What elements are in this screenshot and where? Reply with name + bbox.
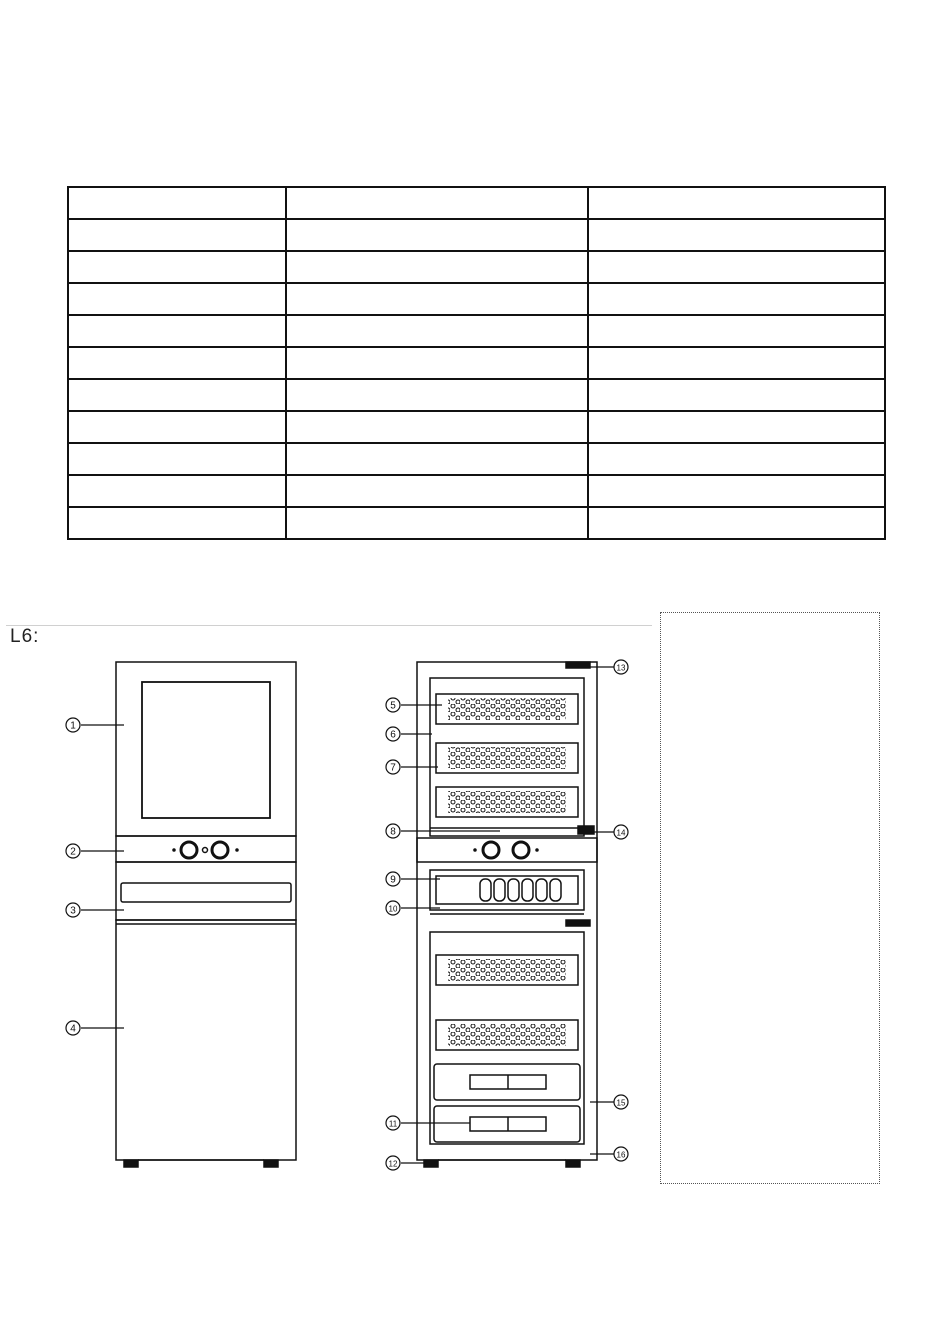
callout-number: 11 [388, 1119, 398, 1129]
inner-view [417, 662, 597, 1167]
callout-16 [614, 1147, 628, 1161]
middle-drawer-window [121, 883, 291, 902]
callout-number: 3 [70, 905, 76, 917]
callout-11 [386, 1116, 400, 1130]
callout-3 [66, 903, 80, 917]
callout-15 [614, 1095, 628, 1109]
callout-8 [386, 824, 400, 838]
callout-12 [386, 1156, 400, 1170]
callout-number: 1 [70, 720, 76, 732]
cabinet-outline [417, 662, 597, 1160]
callout-number: 2 [70, 846, 76, 858]
callout-number: 7 [390, 762, 396, 774]
callout-13 [614, 660, 628, 674]
knob-right [212, 842, 228, 858]
callout-7 [386, 760, 400, 774]
drawer-2 [434, 1106, 580, 1142]
drawer-1 [434, 1064, 580, 1100]
inner-control-panel [417, 838, 597, 862]
callout-number: 10 [388, 904, 398, 914]
callout-5 [386, 698, 400, 712]
callout-number: 8 [390, 826, 396, 838]
callout-number: 5 [390, 700, 396, 712]
control-panel [116, 836, 296, 862]
callout-number: 12 [388, 1159, 398, 1169]
upper-door-glass [142, 682, 270, 818]
front-view [116, 662, 296, 1167]
lower-door [116, 920, 296, 1160]
callout-number: 15 [616, 1098, 626, 1108]
callout-number: 13 [616, 663, 626, 673]
callout-number: 14 [616, 828, 626, 838]
callout-markers [66, 660, 628, 1170]
callout-4 [66, 1021, 80, 1035]
upper-door [116, 662, 296, 836]
middle-drawer [116, 862, 296, 920]
callout-2 [66, 844, 80, 858]
foot-left [124, 1160, 138, 1167]
callout-1 [66, 718, 80, 732]
callout-number: 9 [390, 874, 396, 886]
callout-6 [386, 727, 400, 741]
callout-number: 6 [390, 729, 396, 741]
knob-left [181, 842, 197, 858]
callout-9 [386, 872, 400, 886]
callout-10 [386, 901, 400, 915]
callout-number: 16 [616, 1150, 626, 1160]
foot-right [264, 1160, 278, 1167]
indicator [203, 848, 208, 853]
callout-number: 4 [70, 1023, 76, 1035]
callout-14 [614, 825, 628, 839]
model-label: L6: [10, 626, 40, 647]
